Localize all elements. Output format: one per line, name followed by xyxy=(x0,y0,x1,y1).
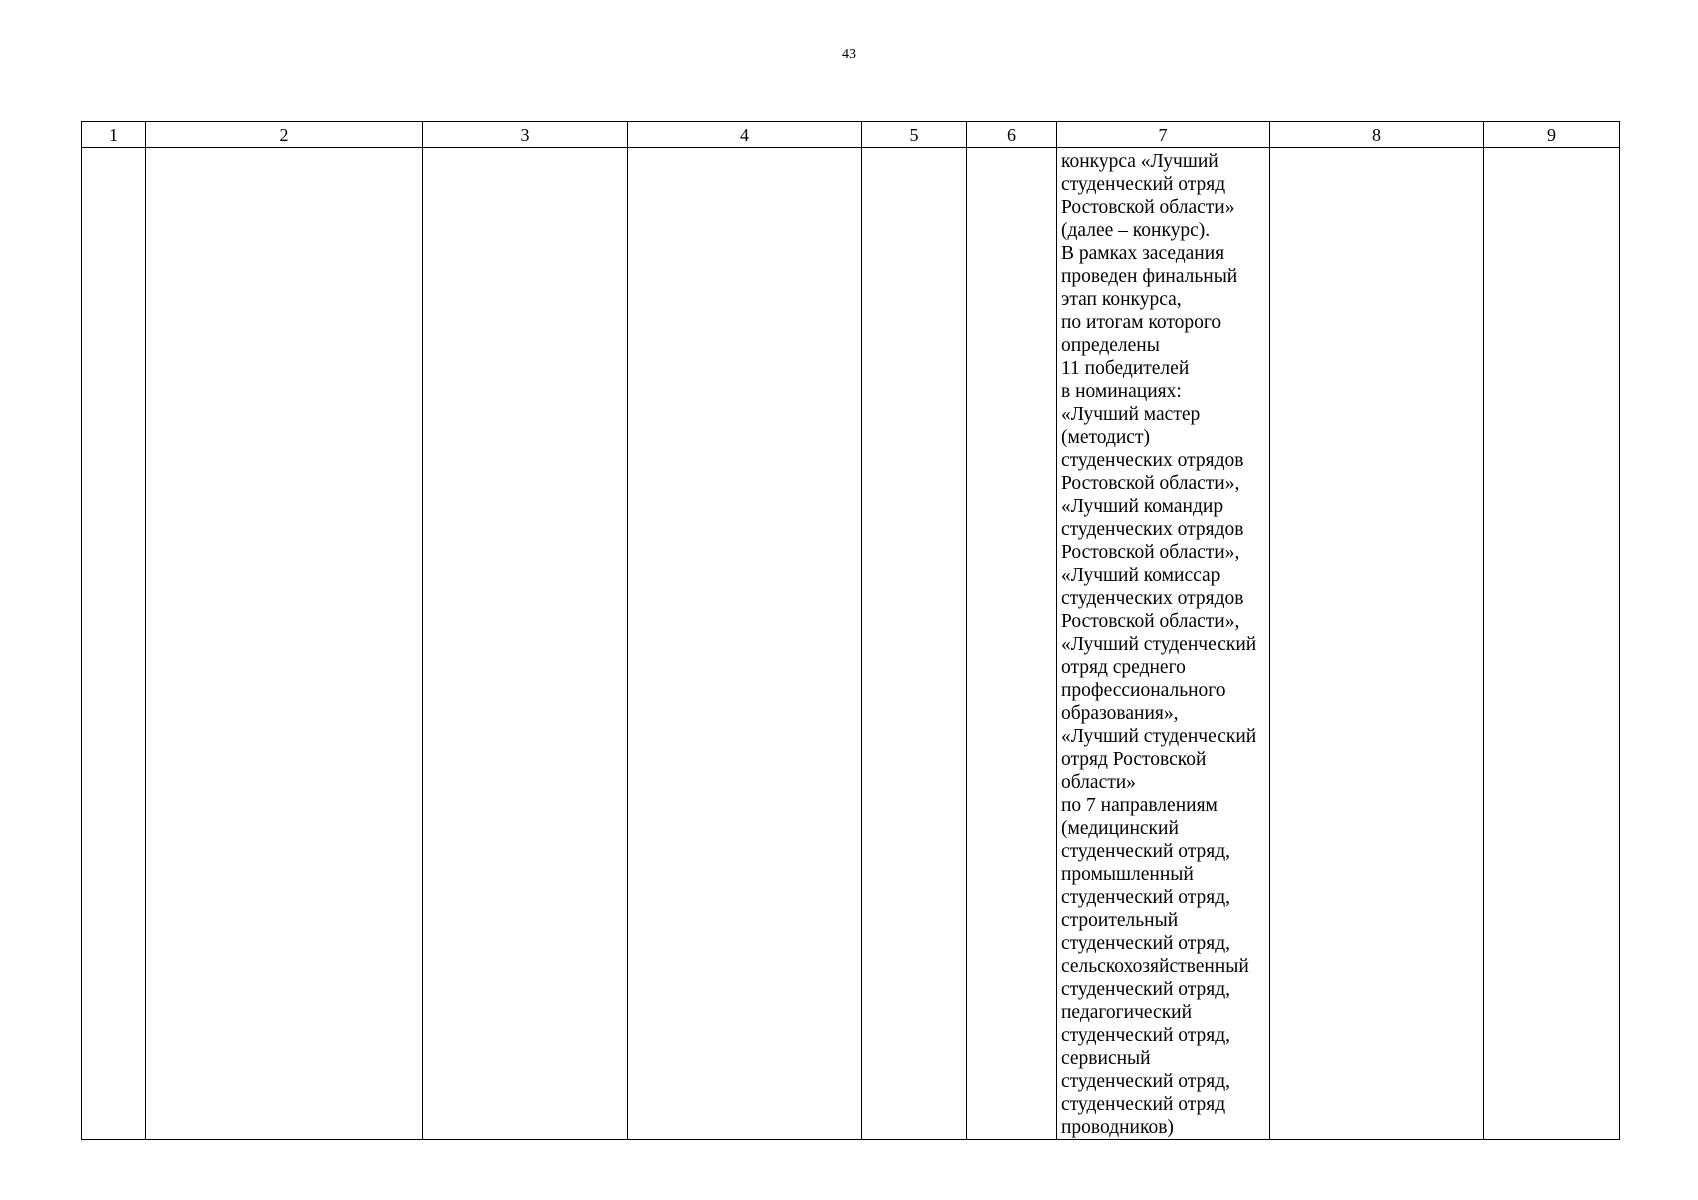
text-line: этап конкурса, xyxy=(1061,289,1182,310)
text-line: студенческих отрядов xyxy=(1061,519,1244,540)
text-line: «Лучший мастер xyxy=(1061,404,1201,425)
text-line: Ростовской области», xyxy=(1061,473,1240,494)
column-header-7: 7 xyxy=(1057,122,1270,148)
text-line: проведен финальный xyxy=(1061,266,1238,287)
text-line: 11 победителей xyxy=(1061,358,1190,379)
text-line: сельскохозяйственный xyxy=(1061,956,1249,977)
text-line: «Лучший студенческий xyxy=(1061,634,1257,655)
column-header-3: 3 xyxy=(423,122,628,148)
table-cell-col2 xyxy=(146,148,423,1140)
text-line: В рамках заседания xyxy=(1061,243,1225,264)
text-line: студенческий отряд, xyxy=(1061,841,1231,862)
text-line: педагогический xyxy=(1061,1002,1193,1023)
table-cell-col9 xyxy=(1484,148,1620,1140)
table-cell-col6 xyxy=(967,148,1057,1140)
text-line: Ростовской области», xyxy=(1061,542,1240,563)
text-line: по итогам которого xyxy=(1061,312,1222,333)
column-header-2: 2 xyxy=(146,122,423,148)
table-cell-col3 xyxy=(423,148,628,1140)
table-row xyxy=(82,148,1620,1140)
page-number: 43 xyxy=(842,47,856,62)
text-line: студенческий отряд, xyxy=(1061,1025,1231,1046)
table-cell-col7 xyxy=(1057,148,1270,1140)
table-cell-col8 xyxy=(1270,148,1484,1140)
text-line: проводников) xyxy=(1061,1117,1174,1138)
column-header-5: 5 xyxy=(862,122,967,148)
column-header-4: 4 xyxy=(628,122,862,148)
table-cell-col5 xyxy=(862,148,967,1140)
text-line: промышленный xyxy=(1061,864,1194,885)
text-line: студенческий отряд, xyxy=(1061,979,1231,1000)
table-header-row xyxy=(82,122,1620,148)
text-line: по 7 направлениям xyxy=(1061,795,1218,816)
text-line: «Лучший командир xyxy=(1061,496,1224,517)
text-line: области» xyxy=(1061,772,1136,793)
text-line: студенческий отряд, xyxy=(1061,1071,1231,1092)
text-line: студенческих отрядов xyxy=(1061,450,1244,471)
column-header-1: 1 xyxy=(82,122,146,148)
text-line: отряд среднего xyxy=(1061,657,1186,678)
text-line: студенческий отряд, xyxy=(1061,887,1231,908)
text-line: (методист) xyxy=(1061,427,1150,448)
column-header-6: 6 xyxy=(967,122,1057,148)
text-line: студенческих отрядов xyxy=(1061,588,1244,609)
text-line: образования», xyxy=(1061,703,1179,724)
text-line: студенческий отряд xyxy=(1061,1094,1226,1115)
table-cell-col4 xyxy=(628,148,862,1140)
text-line: отряд Ростовской xyxy=(1061,749,1207,770)
text-line: Ростовской области», xyxy=(1061,611,1240,632)
text-line: (далее – конкурс). xyxy=(1061,220,1211,241)
text-line: строительный xyxy=(1061,910,1179,931)
column-header-8: 8 xyxy=(1270,122,1484,148)
table-cell-col1 xyxy=(82,148,146,1140)
text-line: конкурса «Лучший xyxy=(1061,151,1219,172)
text-line: Ростовской области» xyxy=(1061,197,1235,218)
text-line: профессионального xyxy=(1061,680,1226,701)
text-line: сервисный xyxy=(1061,1048,1151,1069)
text-line: «Лучший комиссар xyxy=(1061,565,1221,586)
text-line: студенческий отряд xyxy=(1061,174,1226,195)
data-table xyxy=(81,121,1620,1140)
text-line: «Лучший студенческий xyxy=(1061,726,1257,747)
text-line: в номинациях: xyxy=(1061,381,1182,402)
text-line: определены xyxy=(1061,335,1160,356)
col7-text-block xyxy=(1057,148,1269,1139)
text-line: (медицинский xyxy=(1061,818,1179,839)
text-line: студенческий отряд, xyxy=(1061,933,1231,954)
column-header-9: 9 xyxy=(1484,122,1620,148)
